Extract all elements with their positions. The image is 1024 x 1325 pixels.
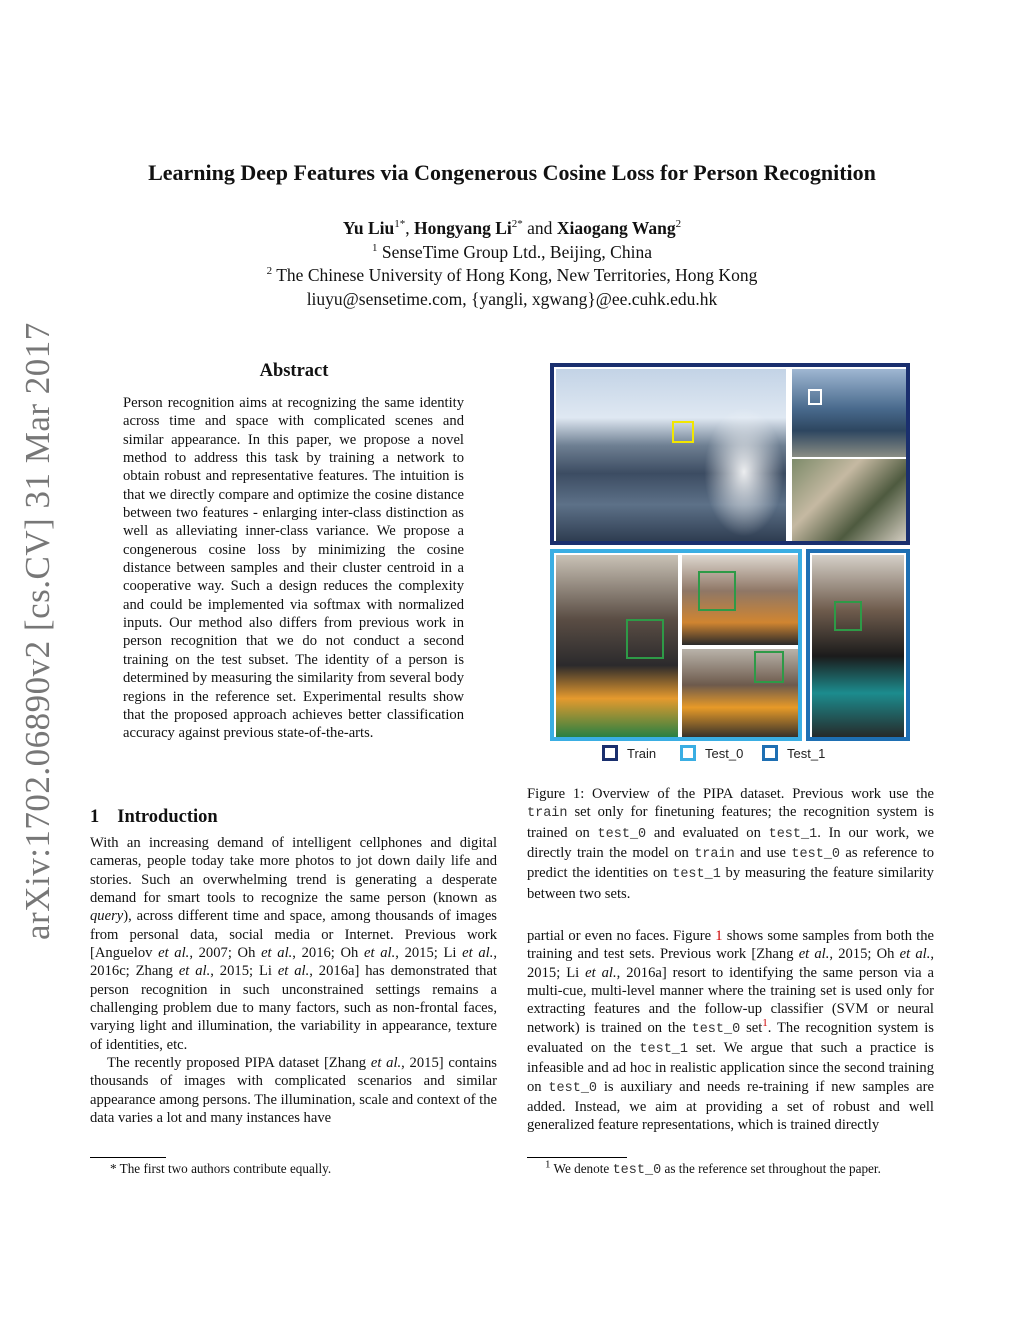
right-column-paragraph: partial or even no faces. Figure 1 shows some samples from both the training and test sets. Previous work [Zhang et al., 2015; Oh et al., 2015; Li et al., 2016a] resort to identifying the same person via a multi-cue, multi-level manner where the training set is used only for extracting features and the follow-up classifier (SVM or neural network) is trained on the test_0 set$^1$. The recognition system is evaluated on the test_1 set. We argue that such a practice is infeasible and ad hoc in realistic application since the second training on test_0 is auxiliary and needs re-training if new samples are added. Instead, we aim at providing a set of robust and well generalized feature representations, which is trained directly [527,928,934,1134]
footnote-rule-right [527,1157,627,1158]
arxiv-stamp: arXiv:1702.06890v2 [cs.CV] 31 Mar 2017 [18,322,57,940]
author-sup: 2* [511,218,523,231]
author-name: Yu Liu [342,218,395,238]
legend-train: Train [602,745,656,761]
figure-reference-link[interactable]: 1 [715,928,723,944]
legend-swatch-test1 [762,745,778,761]
intro-paragraph-1: With an increasing demand of intelligent cellphones and digital cameras, people today take more photos to jot down daily life and stories. Such an overwhelming trend is generating a desperate demand for smart tools to recognize the same person (known as query), across different time and space, among thousands of images from personal data, social media or Internet. Previous work [Anguelov et al., 2007; Oh et al., 2016; Oh et al., 2015; Li et al., 2016c; Zhang et al., 2015; Li et al., 2016a] has demonstrated that person recognition in such unconstrained settings remains a challenging problem due to many factors, such as non-frontal faces, varying light and illumination, the variability in appearance, texture of identities, etc. [90,835,498,1053]
author-sup: 2 [675,218,682,231]
footnote-reference-link[interactable]: 1 [762,1016,768,1029]
abstract-text: Person recognition aims at recognizing the same identity across time and space with complicated scenes and similar appearance. In this paper, we propose a novel method to address this task by training a network to obtain robust and representative features. The intuition is that we directly compare and optimize the cosine distance between two features - enlarging inter-class distinction as well as alleviating inner-class variance. We propose a congenerous cosine loss by minimizing the cosine distance between samples and their cluster centroid in a cooperative way. Such a design reduces the complexity and could be implemented via softmax with normalized inputs. Our method also differs from previous work in person recognition that we do not conduct a second training on the test subset. The identity of a person is determined by measuring the similarity from several body regions in the reference set. Experimental results show that the proposed approach achieves better classification accuracy against previous state-of-the-arts. [123,395,464,742]
author-name: Hongyang Li [414,218,512,238]
sun-glare [704,407,784,537]
intro-paragraph-2: The recently proposed PIPA dataset [Zhang et al., 2015] contains thousands of images with complicated scenarios and similar appearance among persons. The illumination, scale and context of the data varies a lot and many instances have [90,1055,498,1127]
legend-swatch-train [602,745,618,761]
face-box-test1 [834,601,862,631]
face-box-train [672,421,694,443]
section-title: Introduction [117,807,218,827]
figure-1 [550,363,910,773]
face-box-train-2 [808,389,822,405]
abstract-heading: Abstract [259,361,329,381]
section-heading [90,807,218,828]
figure-legend [602,745,872,767]
paper-title: Learning Deep Features via Congenerous Cosine Loss for Person Recognition [148,160,876,185]
author-and: and [527,218,553,238]
footnote-test0: $^1$ We denote test_0 as the reference set throughout the paper. [545,1158,881,1178]
train-panel [550,363,910,545]
figure-caption: Figure 1: Overview of the PIPA dataset. Previous work use the train set only for finetuning features; the recognition system is trained on test_0 and evaluated on test_1. In our work, we directly train the model on train and use test_0 as reference to predict the identities on test_1 by measuring the feature similarity between two sets. [527,786,934,902]
boat-photo [792,369,906,457]
section-number: 1 [90,807,100,827]
author-block [0,217,1024,311]
face-box-test0-1 [626,619,664,659]
test1-panel [806,549,910,741]
affiliation-1: $^1$ SenseTime Group Ltd., Beijing, China [372,241,652,262]
legend-test1: Test_1 [762,745,825,761]
affiliation-2: $^2$ The Chinese University of Hong Kong, New Territories, Hong Kong [266,265,758,285]
author-emails: liuyu@sensetime.com, {yangli, xgwang}@ee.cuhk.edu.hk [306,288,718,309]
crowd-photo-4 [812,555,904,739]
legend-test0: Test_0 [680,745,743,761]
footnote-equal-contribution: * The first two authors contribute equally. [110,1161,332,1176]
face-box-test0-3 [754,651,784,683]
legend-swatch-test0 [680,745,696,761]
intro-text [90,834,497,1128]
author-name: Xiaogang Wang [556,218,676,238]
group-photo [792,459,906,543]
test0-panel [550,549,802,741]
author-line: Yu Liu$^{1*}$, Hongyang $Li^{2*}$ and Xiaogang Wang$^2$ [342,218,682,238]
author-sup: 1* [394,218,406,231]
face-box-test0-2 [698,571,736,611]
footnote-rule-left [90,1157,166,1158]
